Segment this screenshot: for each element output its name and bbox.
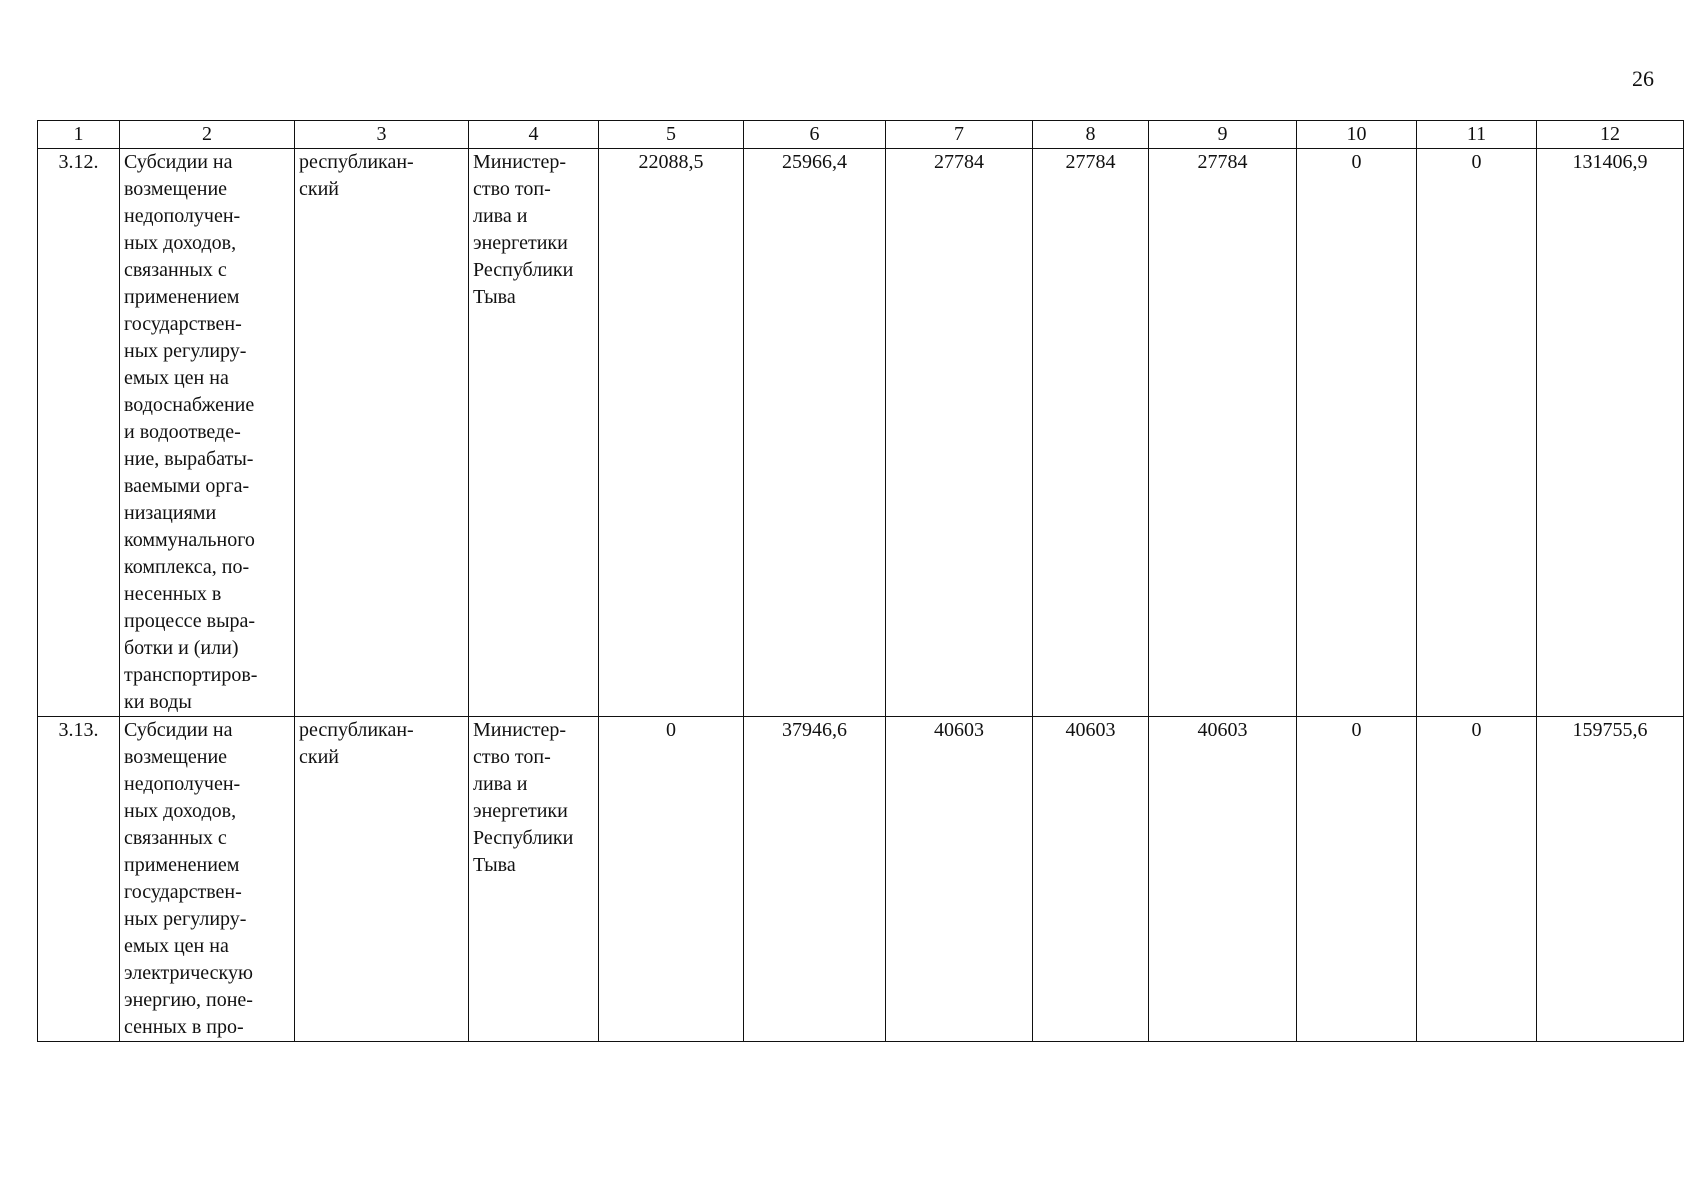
table-row bbox=[38, 717, 1684, 1042]
table-row bbox=[38, 149, 1684, 717]
table-header-row bbox=[38, 121, 1684, 149]
header-cell-7: 7 bbox=[886, 121, 1033, 149]
page-number: 26 bbox=[1632, 66, 1654, 91]
value-col-12: 159755,6 bbox=[1537, 717, 1684, 1042]
value-col-9: 40603 bbox=[1149, 717, 1297, 1042]
value-col-11: 0 bbox=[1417, 149, 1537, 717]
budget-source: республикан- ский bbox=[295, 149, 469, 717]
value-col-5: 22088,5 bbox=[599, 149, 744, 717]
executor: Министер- ство топ- лива и энергетики Республики Тыва bbox=[469, 149, 599, 717]
header-cell-1: 1 bbox=[38, 121, 120, 149]
program-table bbox=[37, 120, 1684, 1042]
value-col-8: 27784 bbox=[1033, 149, 1149, 717]
value-col-7: 27784 bbox=[886, 149, 1033, 717]
value-col-5: 0 bbox=[599, 717, 744, 1042]
header-cell-9: 9 bbox=[1149, 121, 1297, 149]
header-cell-10: 10 bbox=[1297, 121, 1417, 149]
budget-source: республикан- ский bbox=[295, 717, 469, 1042]
header-cell-8: 8 bbox=[1033, 121, 1149, 149]
value-col-8: 40603 bbox=[1033, 717, 1149, 1042]
header-cell-2: 2 bbox=[120, 121, 295, 149]
header-cell-12: 12 bbox=[1537, 121, 1684, 149]
executor: Министер- ство топ- лива и энергетики Республики Тыва bbox=[469, 717, 599, 1042]
value-col-6: 37946,6 bbox=[744, 717, 886, 1042]
header-cell-11: 11 bbox=[1417, 121, 1537, 149]
row-number: 3.13. bbox=[38, 717, 120, 1042]
header-cell-3: 3 bbox=[295, 121, 469, 149]
row-number: 3.12. bbox=[38, 149, 120, 717]
header-cell-6: 6 bbox=[744, 121, 886, 149]
value-col-12: 131406,9 bbox=[1537, 149, 1684, 717]
measure-description: Субсидии на возмещение недополучен- ных доходов, связанных с применением государствен- ных регулиру- емых цен на электрическую энергию, поне- сенных в про- bbox=[120, 717, 295, 1042]
value-col-7: 40603 bbox=[886, 717, 1033, 1042]
value-col-9: 27784 bbox=[1149, 149, 1297, 717]
value-col-6: 25966,4 bbox=[744, 149, 886, 717]
measure-description: Субсидии на возмещение недополучен- ных доходов, связанных с применением государствен- ных регулиру- емых цен на водоснабжение и водоотведе- ние, вырабаты- ваемыми орга- низациями коммунального комплекса, по- несенных в процессе выра- ботки и (или) транспортиров- ки воды bbox=[120, 149, 295, 717]
value-col-10: 0 bbox=[1297, 717, 1417, 1042]
value-col-11: 0 bbox=[1417, 717, 1537, 1042]
header-cell-5: 5 bbox=[599, 121, 744, 149]
value-col-10: 0 bbox=[1297, 149, 1417, 717]
header-cell-4: 4 bbox=[469, 121, 599, 149]
